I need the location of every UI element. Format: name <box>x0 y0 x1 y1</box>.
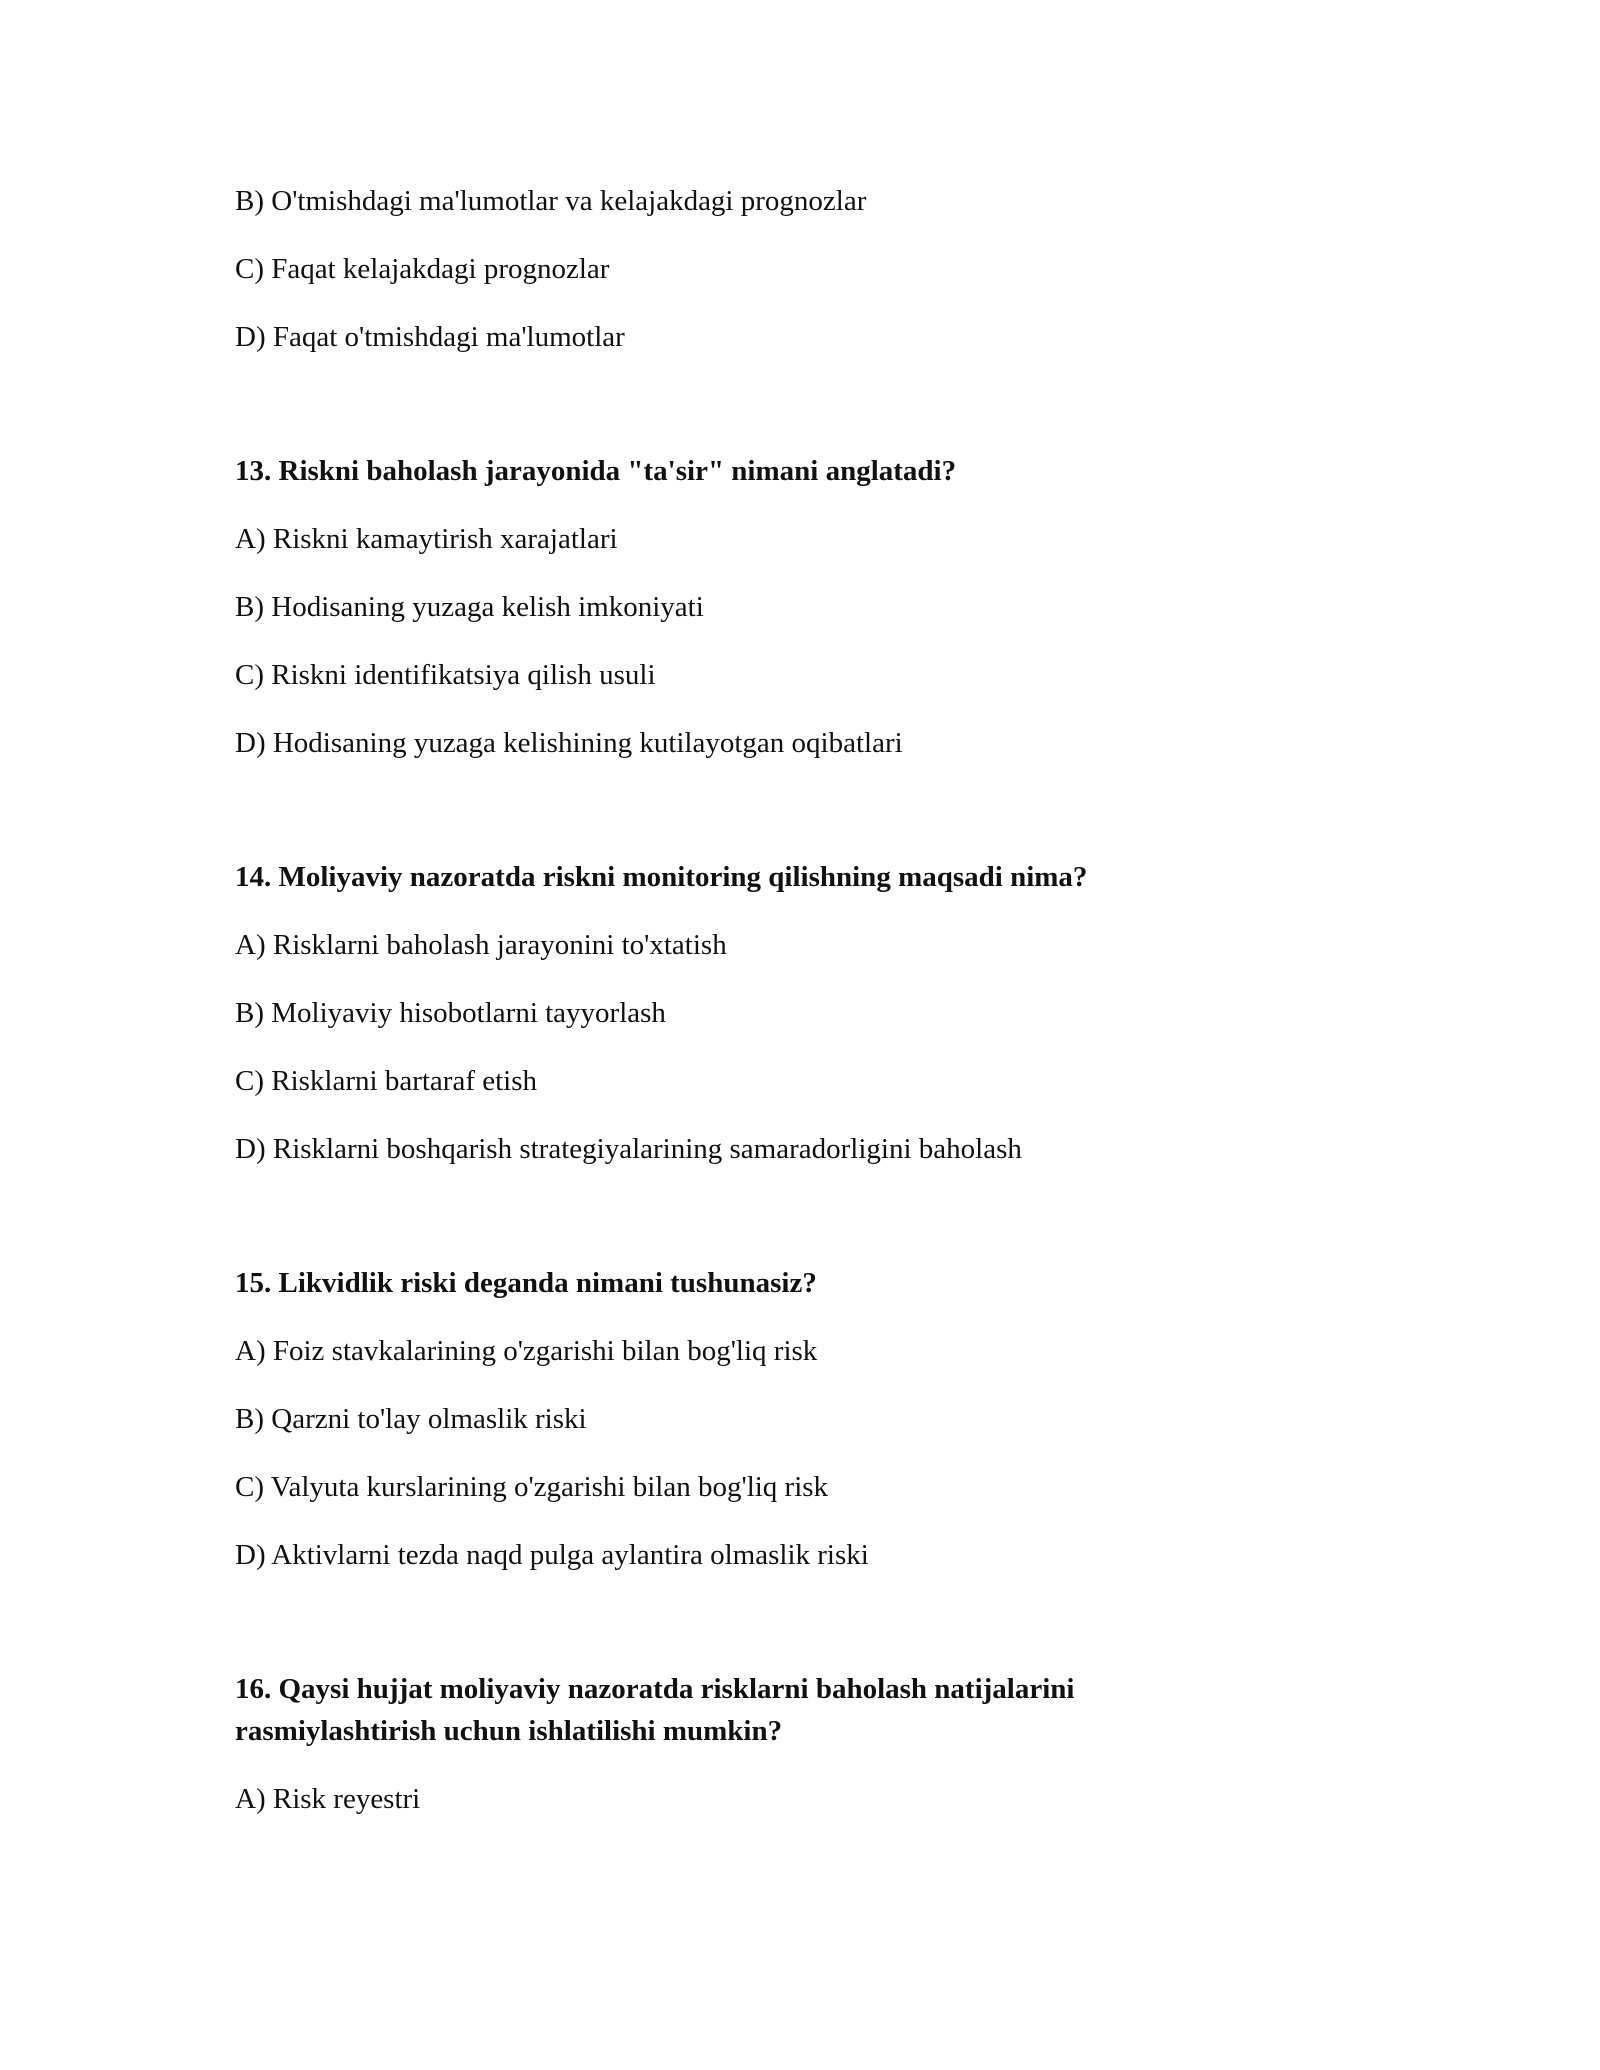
option-d: D) Faqat o'tmishdagi ma'lumotlar <box>235 321 625 353</box>
question-13-option-b: B) Hodisaning yuzaga kelish imkoniyati <box>235 591 704 623</box>
question-14-option-a: A) Risklarni baholash jarayonini to'xtatish <box>235 929 727 961</box>
question-16-title-line2: rasmiylashtirish uchun ishlatilishi mumkin? <box>235 1715 783 1747</box>
question-13-option-d: D) Hodisaning yuzaga kelishining kutilayotgan oqibatlari <box>235 727 903 759</box>
question-16-title <box>235 1668 1435 1752</box>
document-page <box>235 180 1435 1846</box>
question-block-13 <box>235 450 1435 764</box>
question-16-title-line1: 16. Qaysi hujjat moliyaviy nazoratda risklarni baholash natijalarini <box>235 1673 1075 1705</box>
question-15-option-b: B) Qarzni to'lay olmaslik riski <box>235 1403 587 1435</box>
question-block-16 <box>235 1668 1435 1820</box>
question-14-option-d: D) Risklarni boshqarish strategiyalarining samaradorligini baholash <box>235 1133 1022 1165</box>
question-block-15 <box>235 1262 1435 1576</box>
question-block-14 <box>235 856 1435 1170</box>
question-15-option-a: A) Foiz stavkalarining o'zgarishi bilan bog'liq risk <box>235 1335 818 1367</box>
option-c: C) Faqat kelajakdagi prognozlar <box>235 253 610 285</box>
question-14-title: 14. Moliyaviy nazoratda riskni monitoring qilishning maqsadi nima? <box>235 861 1088 893</box>
question-13-option-c: C) Riskni identifikatsiya qilish usuli <box>235 659 656 691</box>
question-13-title: 13. Riskni baholash jarayonida "ta'sir" nimani anglatadi? <box>235 455 957 487</box>
question-14-option-c: C) Risklarni bartaraf etish <box>235 1065 537 1097</box>
question-16-option-a: A) Risk reyestri <box>235 1783 421 1815</box>
question-15-option-c: C) Valyuta kurslarining o'zgarishi bilan bog'liq risk <box>235 1471 829 1503</box>
question-15-option-d: D) Aktivlarni tezda naqd pulga aylantira olmaslik riski <box>235 1539 869 1571</box>
option-b: B) O'tmishdagi ma'lumotlar va kelajakdagi prognozlar <box>235 185 867 217</box>
question-14-option-b: B) Moliyaviy hisobotlarni tayyorlash <box>235 997 666 1029</box>
question-15-title: 15. Likvidlik riski deganda nimani tushunasiz? <box>235 1267 817 1299</box>
question-13-option-a: A) Riskni kamaytirish xarajatlari <box>235 523 618 555</box>
